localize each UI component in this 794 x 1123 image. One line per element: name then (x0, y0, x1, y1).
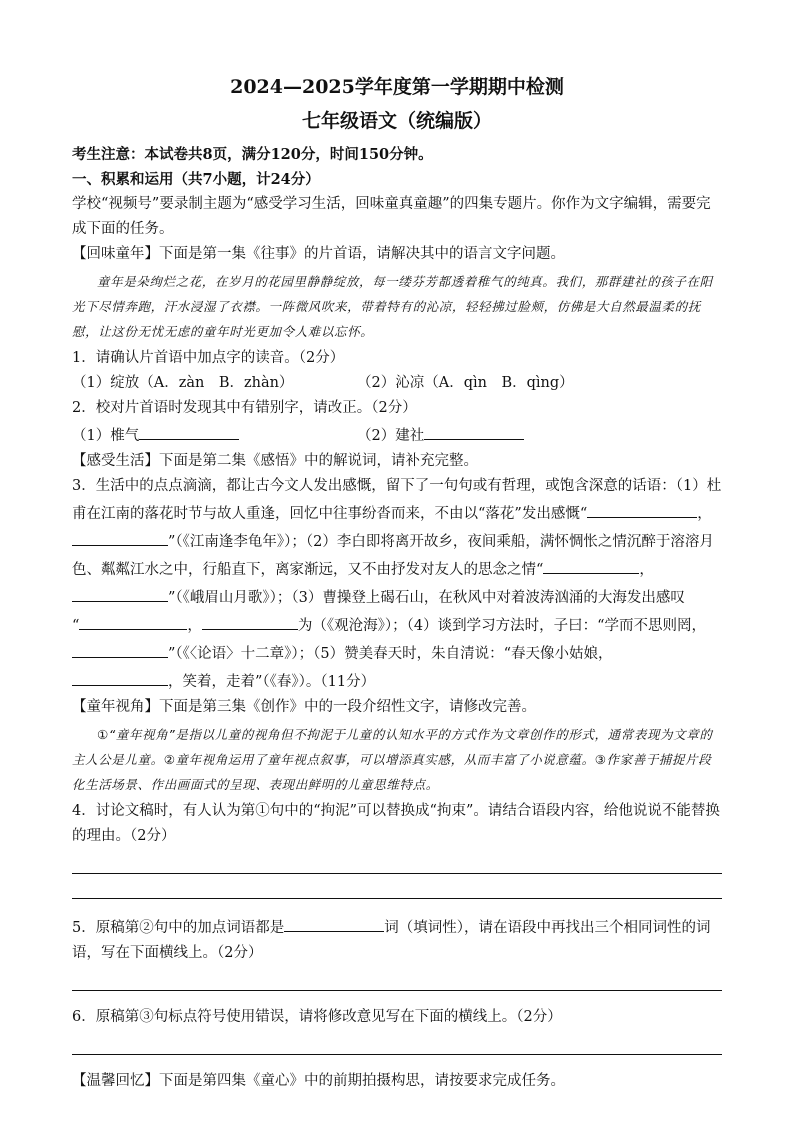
exam-notice: 考生注意：本试卷共8页，满分120分，时间150分钟。 (72, 146, 433, 163)
answer-blank[interactable] (202, 611, 298, 630)
answer-blank[interactable] (72, 667, 168, 686)
answer-blank[interactable] (72, 639, 168, 658)
part3-label: 【童年视角】下面是第三集《创作》中的一段介绍性文字，请修改完善。 (72, 699, 536, 715)
answer-blank[interactable] (79, 611, 187, 630)
question-6: 6．原稿第③句标点符号使用错误，请将修改意见写在下面的横线上。（2分） (72, 1009, 562, 1025)
section-intro: 学校“视频号”要录制主题为“感受学习生活，回味童真童趣”的四集专题片。你作为文字编辑，需要完成下面的任务。 (72, 196, 711, 237)
question-1: 1．请确认片首语中加点字的读音。（2分） (72, 350, 345, 366)
question-1-options (72, 371, 722, 396)
question-1b: （2）沁凉（A．qìn B．qìng） (357, 375, 574, 391)
answer-blank[interactable] (72, 583, 168, 602)
answer-line[interactable] (72, 1030, 722, 1055)
answer-blank[interactable] (139, 421, 239, 440)
answer-blank[interactable] (284, 913, 384, 932)
part1-label: 【回味童年】下面是第一集《往事》的片首语，请解决其中的语言文字问题。 (72, 246, 565, 262)
exam-title: 2024—2025学年度第一学期期中检测 (230, 76, 564, 98)
spacer (72, 899, 722, 913)
part1-passage: 童年是朵绚烂之花，在岁月的花园里静静绽放，每一缕芬芳都透着稚气的纯真。我们，那群建社的孩子在阳光下尽情奔跑，汗水浸湿了衣襟。一阵微风吹来，带着特有的沁凉，轻轻拂过脸颊，仿佛是大自然最温柔的抚慰，让这份无忧无虑的童年时光更加令人难以忘怀。 (72, 274, 713, 339)
answer-blank[interactable] (72, 527, 168, 546)
spacer (72, 991, 722, 1005)
answer-blank[interactable] (587, 499, 697, 518)
answer-line[interactable] (72, 966, 722, 991)
part2-label: 【感受生活】下面是第二集《感悟》中的解说词，请补充完整。 (72, 453, 478, 469)
question-5: 5．原稿第②句中的加点词语都是 词（填词性），请在语段中再找出三个相同词性的词语，写在下面横线上。（2分） (72, 913, 722, 966)
question-2b: （2）建社 (357, 421, 524, 449)
answer-line[interactable] (72, 849, 722, 874)
question-2a: （1）椎气 (72, 421, 357, 449)
exam-subtitle: 七年级语文（统编版） (301, 110, 492, 132)
answer-blank[interactable] (424, 421, 524, 440)
answer-line[interactable] (72, 874, 722, 899)
answer-blank[interactable] (543, 555, 639, 574)
question-2-items (72, 421, 722, 449)
part3-passage: ①“童年视角”是指以儿童的视角但不拘泥于儿童的认知水平的方式作为文章创作的形式，通常表现为文章的主人公是儿童。②童年视角运用了童年视点叙事，可以增添真实感，从而丰富了小说意蕴。③作家善于捕捉片段化生活场景、作出画面式的呈现、表现出鲜明的儿童思维特点。 (72, 727, 713, 792)
question-1a: （1）绽放（A．zàn B．zhàn） (72, 375, 294, 391)
question-4: 4．讨论文稿时，有人认为第①句中的“拘泥”可以替换成“拘束”。请结合语段内容，给他说说不能替换的理由。（2分） (72, 803, 720, 844)
section-heading: 一、积累和运用（共7小题，计24分） (72, 171, 320, 188)
question-3: 3．生活中的点点滴滴，都让古今文人发出感慨，留下了一句句或有哲理，或饱含深意的话语：（1）杜甫在江南的落花时节与故人重逢，回忆中往事纷沓而来，不由以“落花”发出感慨“ ， ”（《江南逢李龟年》）；（2）李白即将离开故乡，夜间乘船，满怀惆怅之情沉醉于溶溶月色、粼粼江水之中，行船直下，离家渐远，又不由抒发对友人的思念之情“ ， ”（《峨眉山月歌》）；（3）曹操登上碣石山，在秋风中对着波涛汹涌的大海发出感叹 “ ， 为（《观沧海》）；（4）谈到学习方法时，子曰：“学而不思则罔， ”（《〈论语〉十二章》）；（5）赞美春天时，朱自清说：“春天像小姑娘， ，笑着，走着”（《春》）。（11分） (72, 478, 722, 690)
question-2: 2．校对片首语时发现其中有错别字，请改正。（2分） (72, 400, 417, 416)
spacer (72, 1055, 722, 1069)
part4-label: 【温馨回忆】下面是第四集《童心》中的前期拍摄构思，请按要求完成任务。 (72, 1073, 565, 1089)
